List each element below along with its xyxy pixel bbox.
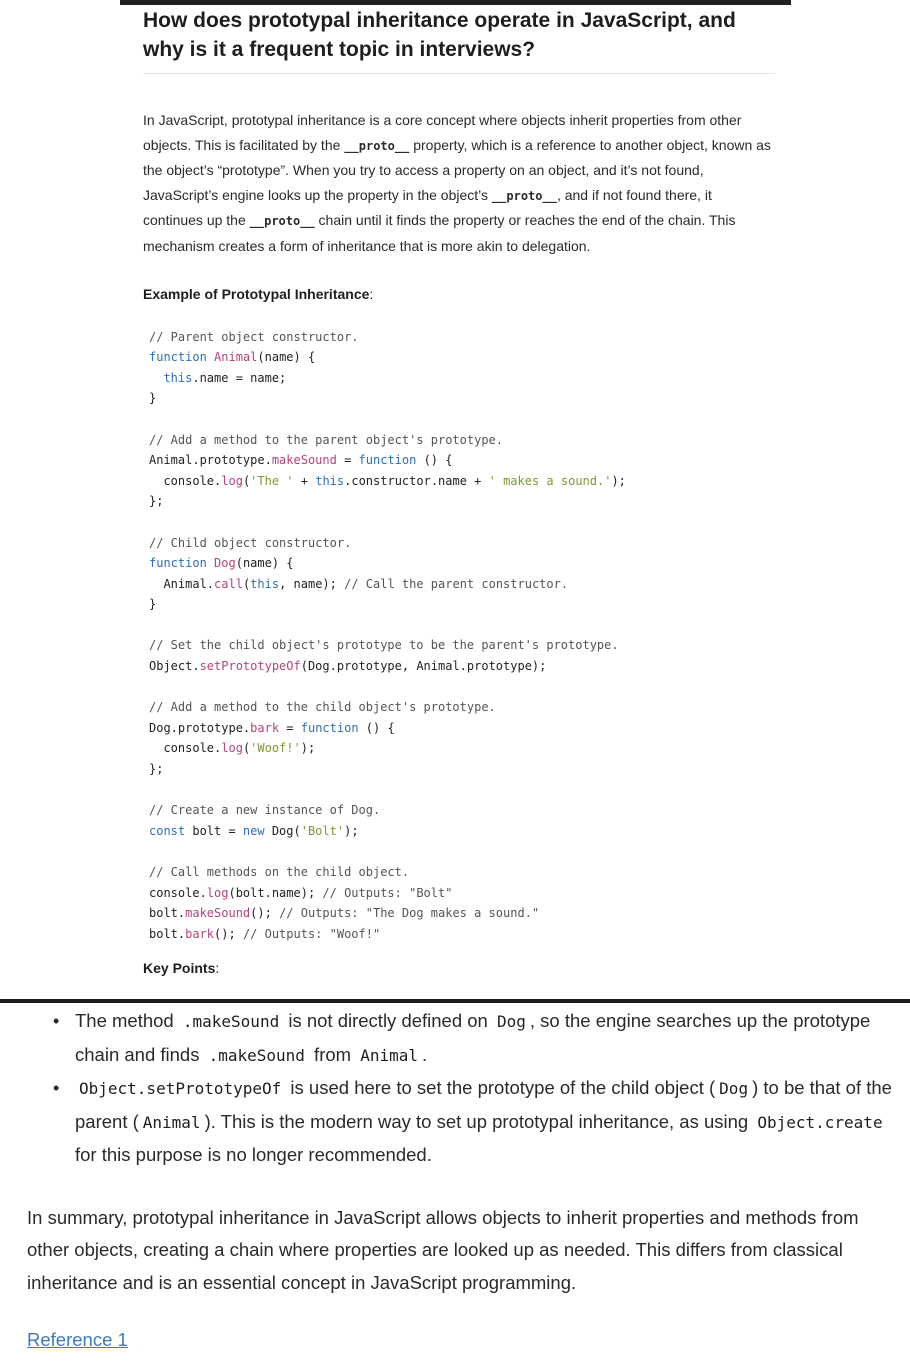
- code-token: new: [242, 823, 265, 838]
- code-token: Dog: [214, 556, 236, 571]
- article-body: [27, 1005, 897, 1351]
- code-line: [149, 471, 775, 492]
- inline-code: Dog: [497, 1012, 526, 1031]
- code-token: bolt =: [185, 823, 243, 838]
- intro-paragraph: [143, 108, 773, 259]
- code-blank: [149, 780, 775, 801]
- code-comment: // Add a method to the child object's prototype.: [149, 700, 496, 715]
- key-points-list: [27, 1005, 897, 1172]
- code-line: [149, 697, 775, 718]
- code-line: [149, 635, 775, 656]
- code-comment: // Add a method to the parent object's prototype.: [149, 432, 504, 447]
- code-token: =: [336, 453, 359, 468]
- code-token: console.: [163, 473, 222, 488]
- code-token: makeSound: [271, 453, 337, 468]
- code-line: [149, 388, 775, 409]
- key-points-heading-text: Key Points: [143, 960, 216, 976]
- code-token: log: [206, 885, 229, 900]
- code-token: (: [242, 741, 251, 756]
- code-token: console.: [163, 741, 222, 756]
- code-line: [149, 738, 775, 759]
- inline-code: Animal: [360, 1045, 418, 1065]
- code-token: .name = name;: [192, 370, 287, 385]
- code-token: console.: [149, 885, 207, 900]
- code-token: Object.: [149, 659, 200, 674]
- code-token: Animal.prototype.: [149, 453, 272, 468]
- inline-code: .makeSound: [208, 1045, 305, 1065]
- code-token: bark: [250, 720, 280, 735]
- code-token: }: [149, 391, 157, 406]
- code-token: () {: [358, 720, 395, 735]
- code-token: };: [149, 494, 164, 509]
- inline-code: Object.setPrototypeOf: [79, 1079, 282, 1098]
- intro-text: , and if not found there, it continues up the: [143, 186, 712, 229]
- code-blank: [149, 409, 775, 430]
- code-token: .constructor.name +: [344, 473, 489, 488]
- code-token: const: [149, 823, 186, 838]
- heading-colon: :: [215, 960, 220, 976]
- code-line: [149, 430, 775, 451]
- code-comment: // Outputs: "Bolt": [322, 885, 453, 900]
- code-token: ();: [214, 926, 243, 941]
- code-line: [149, 924, 775, 945]
- list-text: ) to be that of the parent (: [75, 1077, 892, 1132]
- code-token: log: [221, 473, 243, 488]
- code-token: setPrototypeOf: [199, 659, 301, 674]
- code-blank: [149, 512, 775, 533]
- code-token: function: [149, 350, 207, 365]
- code-token: bolt.: [149, 906, 186, 921]
- code-token: (: [242, 473, 251, 488]
- code-blank: [149, 841, 775, 862]
- code-token: (name) {: [257, 350, 316, 365]
- list-item: [27, 1072, 897, 1172]
- code-line: [149, 533, 775, 554]
- code-comment: // Call the parent constructor.: [344, 576, 569, 591]
- article-screenshot: [143, 0, 775, 944]
- code-token: ();: [250, 906, 280, 921]
- code-token: (bolt.name);: [228, 885, 323, 900]
- inline-code: Dog: [719, 1079, 749, 1098]
- bullet-icon: •: [53, 1011, 60, 1031]
- code-comment: // Call methods on the child object.: [149, 865, 410, 879]
- list-text: , so the engine searches up the prototype chain and finds: [75, 1010, 871, 1065]
- list-item: [27, 1005, 897, 1072]
- code-line: [149, 450, 775, 471]
- code-token: this: [250, 576, 280, 591]
- list-text: is not directly defined on: [283, 1010, 493, 1031]
- list-text: from: [308, 1043, 357, 1065]
- code-token: function: [358, 453, 417, 468]
- code-line: [149, 759, 775, 780]
- code-comment: // Child object constructor.: [149, 535, 352, 550]
- code-line: [149, 862, 775, 883]
- code-line: [149, 368, 775, 389]
- code-comment: // Set the child object's prototype to be the parent's prototype.: [149, 638, 619, 653]
- code-token: );: [300, 741, 316, 756]
- list-text: ). This is the modern way to set up prototypal inheritance, as using: [204, 1110, 754, 1132]
- code-token: =: [279, 720, 301, 735]
- list-text: .: [422, 1043, 428, 1065]
- list-text: is used here to set the prototype of the child object (: [285, 1077, 716, 1098]
- code-line: [149, 553, 775, 574]
- code-line: [149, 491, 775, 512]
- code-line: [149, 821, 775, 842]
- code-line: [149, 718, 775, 739]
- code-block: [149, 327, 775, 945]
- code-token: ' makes a sound.': [488, 473, 612, 488]
- code-line: [149, 327, 775, 348]
- title-divider: [143, 73, 775, 74]
- code-token: (name) {: [235, 556, 294, 571]
- code-token: 'Woof!': [250, 741, 301, 756]
- key-points-heading: [143, 960, 219, 976]
- summary-paragraph: In summary, prototypal inheritance in JavaScript allows objects to inherit properties and methods from other objects, creating a chain where properties are looked up as needed. This differs from classical inheritance and is an essential concept in JavaScript programming.: [27, 1206, 859, 1293]
- code-line: [149, 347, 775, 368]
- bullet-icon: •: [53, 1078, 60, 1098]
- list-text: for this purpose is no longer recommended.: [75, 1144, 432, 1165]
- code-line: [149, 594, 775, 615]
- code-line: [149, 800, 775, 821]
- code-token: );: [611, 473, 626, 488]
- code-blank: [149, 677, 775, 698]
- code-token: function: [300, 720, 359, 735]
- reference-section: [27, 1329, 897, 1351]
- code-comment: // Parent object constructor.: [149, 329, 359, 344]
- code-comment: // Outputs: "The Dog makes a sound.": [279, 906, 540, 921]
- reference-link[interactable]: Reference 1: [27, 1329, 128, 1350]
- code-comment: // Create a new instance of Dog.: [149, 803, 381, 818]
- code-token: 'Bolt': [300, 823, 345, 838]
- code-token: }: [149, 597, 157, 612]
- code-token: );: [344, 823, 359, 838]
- code-line: [149, 883, 775, 904]
- page-title: How does prototypal inheritance operate in JavaScript, and why is it a frequent topic in interviews?: [143, 9, 736, 61]
- code-token: bolt.: [149, 926, 186, 941]
- intro-text: In JavaScript, prototypal inheritance is a core concept where objects inherit properties from other objects. This is facilitated by the: [143, 112, 742, 153]
- code-comment: // Outputs: "Woof!": [242, 926, 381, 941]
- inline-code: __proto__: [491, 188, 557, 203]
- code-token: this: [163, 370, 193, 385]
- code-token: };: [149, 762, 164, 777]
- code-token: Animal: [214, 350, 258, 365]
- code-line: [149, 903, 775, 924]
- code-token: (Dog.prototype, Animal.prototype);: [300, 659, 547, 674]
- inline-code: Animal: [142, 1112, 201, 1132]
- code-blank: [149, 615, 775, 636]
- code-token: makeSound: [185, 906, 251, 921]
- heading-colon: :: [369, 285, 374, 302]
- code-token: 'The ': [250, 473, 294, 488]
- inline-code: .makeSound: [182, 1012, 280, 1031]
- code-token: call: [214, 576, 243, 591]
- code-token: log: [221, 741, 243, 756]
- example-heading: [143, 286, 775, 302]
- intro-text: chain until it finds the property or reaches the end of the chain. This mechanism creates a form of inheritance that is more akin to delegation.: [143, 212, 736, 254]
- list-text: The method: [75, 1010, 179, 1031]
- inline-code: Object.create: [757, 1112, 883, 1132]
- example-heading-text: Example of Prototypal Inheritance: [143, 285, 370, 302]
- code-token: this: [315, 473, 345, 488]
- code-token: (: [242, 576, 251, 591]
- code-token: Dog.prototype.: [149, 720, 251, 735]
- intro-text: property, which is a reference to another object, known as the object’s “prototype”. When you try to access a property on an object, and it’s not found, JavaScript’s engine looks up the property in the object’s: [143, 136, 771, 203]
- section-divider: [0, 999, 910, 1003]
- code-token: function: [149, 556, 207, 571]
- inline-code: __proto__: [249, 214, 315, 229]
- code-token: bark: [185, 926, 215, 941]
- code-token: , name);: [279, 576, 345, 591]
- code-token: () {: [416, 453, 453, 468]
- code-line: [149, 656, 775, 677]
- code-token: +: [293, 473, 316, 488]
- code-line: [149, 574, 775, 595]
- code-token: Dog(: [264, 823, 301, 838]
- code-token: Animal.: [163, 576, 215, 591]
- inline-code: __proto__: [344, 138, 410, 153]
